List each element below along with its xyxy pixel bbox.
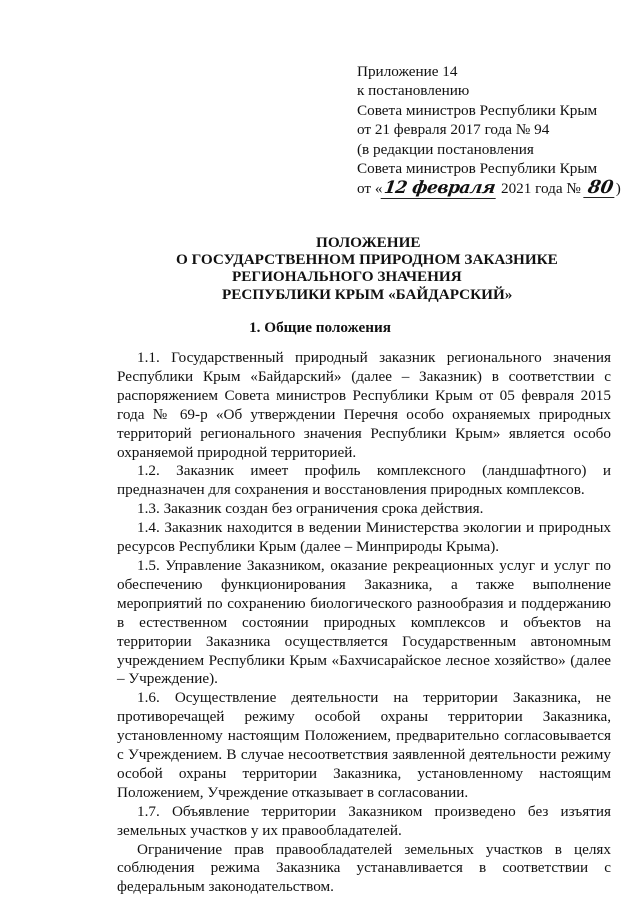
annex-line: Совета министров Республики Крым (357, 160, 598, 178)
title-line: ПОЛОЖЕНИЕ (316, 234, 421, 251)
annex-prefix: от « (357, 180, 383, 198)
paragraph: 1.1. Государственный природный заказник регионального значения Республики Крым «Байдарский» (далее – Заказник) в соответствии с распоряжением Совета министров Республики Крым от 05 февраля 2015 года № 69-р «Об утверждении Перечня особо охраняемых природных территорий регионального значения Республики Крым» является особо охраняемой природной территорией. (117, 349, 611, 461)
annex-line: (в редакции постановления (357, 140, 534, 158)
paragraph: 1.5. Управление Заказником, оказание рекреационных услуг и услуг по обеспечению функционирования Заказника, а также выполнение мероприятий по сохранению биологического разнообразия и поддержанию в естественном состоянии природных комплексов и объектов на территории Заказника осуществляется Государственным автономным учреждением Республики Крым «Бахчисарайское лесное хозяйство» (далее – Учреждение). (117, 556, 611, 688)
annex-amendment-line (357, 178, 627, 199)
annex-close-paren: ) (615, 180, 621, 198)
document-title (0, 234, 640, 314)
title-line: РЕГИОНАЛЬНОГО ЗНАЧЕНИЯ (232, 268, 462, 285)
title-line: РЕСПУБЛИКИ КРЫМ «БАЙДАРСКИЙ» (222, 286, 513, 303)
title-line: О ГОСУДАРСТВЕННОМ ПРИРОДНОМ ЗАКАЗНИКЕ (176, 251, 558, 268)
paragraph: 1.3. Заказник создан без ограничения срока действия. (137, 500, 484, 518)
handwritten-date: 12 февраля (381, 179, 499, 199)
annex-line: от 21 февраля 2017 года № 94 (357, 121, 550, 139)
annex-line: к постановлению (357, 82, 470, 100)
paragraph: Ограничение прав правообладателей земельных участков в целях соблюдения режима Заказника устанавливается в соответствии с федеральным законодательством. (117, 840, 611, 896)
document-body (117, 349, 611, 897)
annex-mid: 2021 года № (497, 180, 585, 198)
section-heading: 1. Общие положения (249, 319, 391, 336)
paragraph: 1.6. Осуществление деятельности на территории Заказника, не противоречащей режиму особой охраны территории Заказника, установленному настоящим Положением, предварительно согласовывается с Учреждением. В случае несоответствия заявленной деятельности режиму особой охраны территории Заказника, установленному настоящим Положением, Учреждение отказывает в согласовании. (117, 689, 611, 801)
paragraph: 1.2. Заказник имеет профиль комплексного (ландшафтного) и предназначен для сохранения и восстановления природных комплексов. (117, 462, 611, 499)
handwritten-number: 80 (583, 178, 618, 198)
paragraph: 1.4. Заказник находится в ведении Министерства экологии и природных ресурсов Республики Крым (далее – Минприроды Крыма). (117, 519, 611, 556)
annex-line: Совета министров Республики Крым (357, 101, 598, 119)
annex-block (357, 62, 627, 200)
paragraph: 1.7. Объявление территории Заказником произведено без изъятия земельных участков у их правообладателей. (117, 802, 611, 839)
annex-line: Приложение 14 (357, 63, 458, 80)
